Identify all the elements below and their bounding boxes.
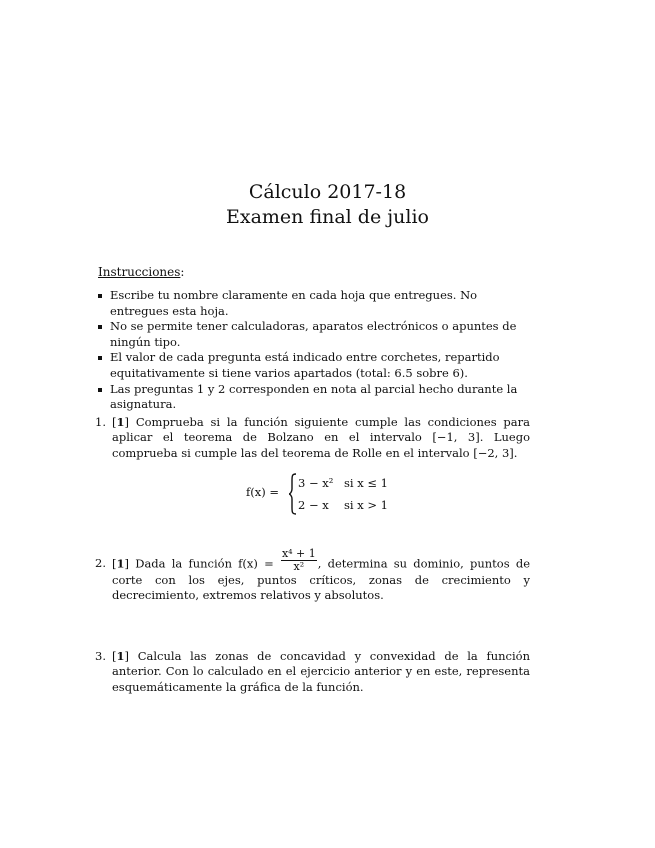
fraction-numerator: x⁴ + 1: [281, 547, 316, 560]
bullet-square-icon: [98, 294, 102, 298]
question-2: [95, 547, 530, 604]
function-lhs: f(x) =: [246, 485, 280, 499]
question-text-before: Dada la función f(x) =: [135, 556, 274, 571]
instruction-text: El valor de cada pregunta está indicado entre corchetes, repartido equitativamente si tiene varios apartados (total: 6.5 sobre 6).: [110, 350, 500, 380]
instruction-text: Escribe tu nombre claramente en cada hoja que entregues. No entregues esta hoja.: [110, 288, 478, 318]
fraction: [281, 548, 317, 573]
case-expression: 2 − x: [298, 498, 329, 512]
instruction-text: No se permite tener calculadoras, aparatos electrónicos o apuntes de ningún tipo.: [110, 319, 517, 349]
fraction-denominator: x²: [293, 560, 305, 573]
instructions-heading-text: Instrucciones: [98, 265, 181, 279]
instruction-text: Las preguntas 1 y 2 corresponden en nota al parcial hecho durante la asignatura.: [110, 381, 518, 412]
exam-subtitle: Examen final de julio: [226, 206, 429, 228]
instruction-item: [96, 350, 536, 381]
question-number: 2.: [95, 556, 106, 570]
piecewise-case-2: [298, 498, 388, 512]
question-1: [95, 415, 530, 461]
question-points: 1: [116, 556, 125, 571]
bullet-square-icon: [98, 356, 102, 360]
question-number: 3.: [95, 649, 106, 663]
question-points: 1: [116, 415, 125, 429]
case-condition: si x ≤ 1: [344, 476, 388, 490]
instruction-item: [96, 319, 536, 350]
question-body: [1] Dada la función f(x) = $\frac{\text{x⁴ + 1}}{\text{x²}}$ , determina su dominio, puntos de corte con los ejes, puntos críticos, zonas de crecimiento y decrecimiento, extremos relativos y absolutos.: [112, 547, 530, 603]
bullet-square-icon: [98, 325, 102, 329]
question-text: Calcula las zonas de concavidad y convexidad de la función anterior. Con lo calculado en el ejercicio anterior y en este, representa esquemáticamente la gráfica de la función.: [112, 649, 530, 694]
instruction-item: [96, 288, 536, 319]
question-body: [1] Comprueba si la función siguiente cumple las condiciones para aplicar el teorema de Bolzano en el intervalo [−1, 3]. Luego comprueba si cumple las del teorema de Rolle en el intervalo [−2, 3].: [112, 415, 530, 460]
case-expression: 3 − x²: [298, 476, 334, 490]
instructions-heading: Instrucciones:: [98, 265, 185, 279]
bullet-square-icon: [98, 388, 102, 392]
question-3: [95, 649, 530, 695]
question-body: [1] Calcula las zonas de concavidad y convexidad de la función anterior. Con lo calculado en el ejercicio anterior y en este, representa esquemáticamente la gráfica de la función.: [112, 649, 530, 694]
question-text: Comprueba si la función siguiente cumple las condiciones para aplicar el teorema de Bolzano en el intervalo [−1, 3]. Luego comprueba si cumple las del teorema de Rolle en el intervalo [−2, 3].: [112, 415, 530, 460]
left-brace-icon: [288, 473, 298, 515]
piecewise-function: [246, 472, 406, 516]
instruction-item: [96, 382, 536, 413]
piecewise-case-1: [298, 476, 388, 490]
question-number: 1.: [95, 415, 106, 429]
exam-title: Cálculo 2017-18: [248, 181, 407, 203]
question-text-after: , determina su dominio, puntos de corte con los ejes, puntos críticos, zonas de crecimiento y decrecimiento, extremos relativos y absolutos.: [112, 556, 530, 603]
instructions-list: [96, 288, 536, 413]
case-condition: si x > 1: [344, 498, 388, 512]
question-points: 1: [116, 649, 125, 663]
